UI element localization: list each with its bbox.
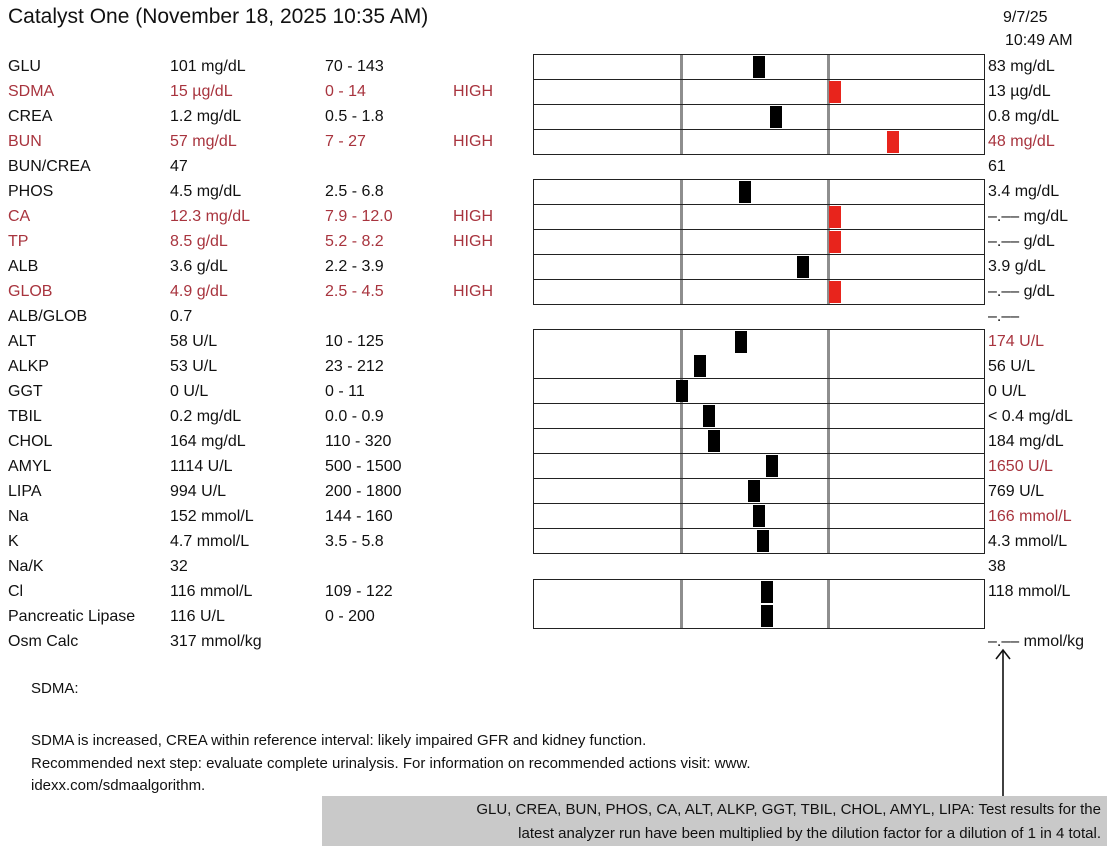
- range-boundary-line: [680, 479, 683, 503]
- result-value: 4.7 mmol/L: [170, 533, 250, 550]
- high-flag: HIGH: [453, 83, 493, 100]
- range-boundary-line: [680, 330, 683, 354]
- previous-result: 3.9 g/dL: [988, 258, 1046, 275]
- result-row: [0, 504, 1114, 529]
- reference-range: 500 - 1500: [325, 458, 402, 475]
- result-row: [0, 629, 1114, 654]
- result-marker: [761, 605, 773, 627]
- analyte-name: ALKP: [8, 358, 49, 375]
- result-value: 4.5 mg/dL: [170, 183, 242, 200]
- result-row: [0, 329, 1114, 354]
- reference-range: 2.5 - 4.5: [325, 283, 384, 300]
- range-boundary-line: [827, 180, 830, 204]
- result-row: [0, 279, 1114, 304]
- range-bar: [533, 604, 985, 629]
- analyte-name: PHOS: [8, 183, 54, 200]
- range-boundary-line: [680, 504, 683, 528]
- reference-range: 200 - 1800: [325, 483, 402, 500]
- result-value: 116 mmol/L: [170, 583, 253, 600]
- range-bar: [533, 379, 985, 404]
- range-boundary-line: [827, 429, 830, 453]
- previous-result: –.–– mmol/kg: [988, 633, 1085, 650]
- previous-result: 0 U/L: [988, 383, 1027, 400]
- reference-range: 2.2 - 3.9: [325, 258, 384, 275]
- previous-result: 13 µg/dL: [988, 83, 1051, 100]
- result-marker: [748, 480, 760, 502]
- reference-range: 0.0 - 0.9: [325, 408, 384, 425]
- sdma-note-line: Recommended next step: evaluate complete urinalysis. For information on recommended actions visit: www.: [31, 754, 751, 772]
- reference-range: 0 - 14: [325, 83, 366, 100]
- analyte-name: BUN/CREA: [8, 158, 91, 175]
- range-bar: [533, 454, 985, 479]
- previous-run-datetime: [1003, 6, 1073, 52]
- result-row: [0, 179, 1114, 204]
- result-row: [0, 429, 1114, 454]
- result-value: 12.3 mg/dL: [170, 208, 251, 225]
- analyte-name: BUN: [8, 133, 42, 150]
- result-marker: [761, 581, 773, 603]
- reference-range: 0 - 200: [325, 608, 375, 625]
- dilution-notice-line: GLU, CREA, BUN, PHOS, CA, ALT, ALKP, GGT, TBIL, CHOL, AMYL, LIPA: Test results for the: [476, 801, 1101, 818]
- result-value: 317 mmol/kg: [170, 633, 262, 650]
- analyte-name: Osm Calc: [8, 633, 79, 650]
- range-boundary-line: [827, 404, 830, 428]
- range-bar: [533, 529, 985, 554]
- range-bar: [533, 329, 985, 355]
- reference-range: 110 - 320: [325, 433, 392, 450]
- result-value: 116 U/L: [170, 608, 225, 625]
- range-boundary-line: [680, 80, 683, 104]
- result-row: [0, 254, 1114, 279]
- dilution-notice-line: latest analyzer run have been multiplied by the dilution factor for a dilution of 1 in 4 total.: [518, 825, 1101, 842]
- range-boundary-line: [680, 529, 683, 553]
- range-boundary-line: [827, 454, 830, 478]
- range-boundary-line: [827, 529, 830, 553]
- range-boundary-line: [827, 504, 830, 528]
- result-row: [0, 554, 1114, 579]
- previous-run-time: 10:49 AM: [1005, 32, 1073, 49]
- result-marker: [766, 455, 778, 477]
- result-row: [0, 229, 1114, 254]
- range-boundary-line: [680, 354, 683, 378]
- result-row: [0, 379, 1114, 404]
- high-flag: HIGH: [453, 208, 493, 225]
- range-bar: [533, 354, 985, 379]
- result-row: [0, 579, 1114, 604]
- previous-result: 166 mmol/L: [988, 508, 1072, 525]
- reference-range: 23 - 212: [325, 358, 384, 375]
- range-bar: [533, 54, 985, 80]
- result-value: 101 mg/dL: [170, 58, 246, 75]
- previous-result: 174 U/L: [988, 333, 1045, 350]
- result-marker: [829, 206, 841, 228]
- analyte-name: Na/K: [8, 558, 44, 575]
- analyte-name: Na: [8, 508, 29, 525]
- result-marker: [753, 505, 765, 527]
- result-value: 1114 U/L: [170, 458, 233, 475]
- result-marker: [757, 530, 769, 552]
- range-bar: [533, 179, 985, 205]
- previous-result: 1650 U/L: [988, 458, 1053, 475]
- result-value: 164 mg/dL: [170, 433, 246, 450]
- dilution-notice: [322, 796, 1107, 846]
- result-marker: [770, 106, 782, 128]
- range-boundary-line: [827, 55, 830, 79]
- range-boundary-line: [680, 130, 683, 154]
- previous-result: 56 U/L: [988, 358, 1036, 375]
- reference-range: 7 - 27: [325, 133, 366, 150]
- reference-range: 144 - 160: [325, 508, 393, 525]
- analyte-name: TP: [8, 233, 29, 250]
- result-value: 994 U/L: [170, 483, 227, 500]
- result-row: [0, 479, 1114, 504]
- result-row: [0, 604, 1114, 629]
- reference-range: 0 - 11: [325, 383, 365, 400]
- previous-result: 48 mg/dL: [988, 133, 1055, 150]
- range-bar: [533, 79, 985, 105]
- reference-range: 0.5 - 1.8: [325, 108, 384, 125]
- previous-result: –.–– mg/dL: [988, 208, 1069, 225]
- result-value: 8.5 g/dL: [170, 233, 228, 250]
- range-boundary-line: [680, 255, 683, 279]
- result-marker: [829, 81, 841, 103]
- result-row: [0, 54, 1114, 79]
- range-bar: [533, 204, 985, 230]
- range-bar: [533, 429, 985, 454]
- previous-result: –.–– g/dL: [988, 233, 1055, 250]
- range-boundary-line: [827, 379, 830, 403]
- analyte-name: TBIL: [8, 408, 42, 425]
- range-boundary-line: [680, 230, 683, 254]
- result-marker: [703, 405, 715, 427]
- result-value: 53 U/L: [170, 358, 218, 375]
- analyte-name: SDMA: [8, 83, 55, 100]
- result-row: [0, 104, 1114, 129]
- previous-result: 4.3 mmol/L: [988, 533, 1068, 550]
- result-value: 47: [170, 158, 188, 175]
- previous-result: < 0.4 mg/dL: [988, 408, 1073, 425]
- range-boundary-line: [680, 454, 683, 478]
- result-marker: [797, 256, 809, 278]
- range-boundary-line: [827, 479, 830, 503]
- result-marker: [694, 355, 706, 377]
- range-boundary-line: [680, 604, 683, 628]
- range-boundary-line: [827, 354, 830, 378]
- result-value: 57 mg/dL: [170, 133, 237, 150]
- previous-result: 118 mmol/L: [988, 583, 1071, 600]
- range-bar: [533, 104, 985, 130]
- analyte-name: AMYL: [8, 458, 52, 475]
- range-boundary-line: [680, 429, 683, 453]
- high-flag: HIGH: [453, 133, 493, 150]
- range-bar: [533, 229, 985, 255]
- reference-range: 109 - 122: [325, 583, 393, 600]
- previous-result: 61: [988, 158, 1006, 175]
- result-row: [0, 129, 1114, 154]
- reference-range: 70 - 143: [325, 58, 384, 75]
- result-row: [0, 204, 1114, 229]
- result-marker: [676, 380, 688, 402]
- result-marker: [829, 231, 841, 253]
- result-marker: [829, 281, 841, 303]
- range-boundary-line: [680, 280, 683, 304]
- analyte-name: K: [8, 533, 19, 550]
- result-value: 58 U/L: [170, 333, 218, 350]
- reference-range: 10 - 125: [325, 333, 384, 350]
- result-value: 0.2 mg/dL: [170, 408, 242, 425]
- range-bar: [533, 129, 985, 155]
- analyte-name: GGT: [8, 383, 43, 400]
- result-marker: [753, 56, 765, 78]
- range-boundary-line: [680, 105, 683, 129]
- range-boundary-line: [680, 580, 683, 604]
- analyte-name: LIPA: [8, 483, 42, 500]
- analyte-name: ALB: [8, 258, 39, 275]
- reference-range: 7.9 - 12.0: [325, 208, 393, 225]
- reference-range: 2.5 - 6.8: [325, 183, 384, 200]
- report-title: Catalyst One (November 18, 2025 10:35 AM): [8, 5, 429, 28]
- reference-range: 3.5 - 5.8: [325, 533, 384, 550]
- high-flag: HIGH: [453, 283, 493, 300]
- range-boundary-line: [680, 55, 683, 79]
- range-bar: [533, 479, 985, 504]
- range-bar: [533, 579, 985, 605]
- previous-result: 0.8 mg/dL: [988, 108, 1060, 125]
- result-row: [0, 454, 1114, 479]
- result-marker: [887, 131, 899, 153]
- previous-result: 3.4 mg/dL: [988, 183, 1060, 200]
- result-marker: [708, 430, 720, 452]
- previous-run-date: 9/7/25: [1003, 9, 1048, 26]
- sdma-note-heading: SDMA:: [31, 680, 79, 697]
- result-row: [0, 79, 1114, 104]
- range-boundary-line: [827, 604, 830, 628]
- range-bar: [533, 504, 985, 529]
- reference-range: 5.2 - 8.2: [325, 233, 384, 250]
- arrow-up-icon: [993, 648, 1013, 800]
- analyte-name: CREA: [8, 108, 53, 125]
- analyte-name: ALB/GLOB: [8, 308, 88, 325]
- range-bar: [533, 254, 985, 280]
- previous-result: 769 U/L: [988, 483, 1045, 500]
- result-row: [0, 404, 1114, 429]
- previous-result: 184 mg/dL: [988, 433, 1064, 450]
- range-boundary-line: [680, 180, 683, 204]
- result-row: [0, 529, 1114, 554]
- previous-result: 83 mg/dL: [988, 58, 1055, 75]
- analyte-name: ALT: [8, 333, 37, 350]
- previous-result: –.––: [988, 308, 1020, 325]
- range-boundary-line: [827, 105, 830, 129]
- range-boundary-line: [680, 205, 683, 229]
- analyte-name: CHOL: [8, 433, 53, 450]
- result-row: [0, 304, 1114, 329]
- result-row: [0, 354, 1114, 379]
- analyte-name: GLU: [8, 58, 41, 75]
- result-row: [0, 154, 1114, 179]
- range-boundary-line: [680, 404, 683, 428]
- result-value: 15 µg/dL: [170, 83, 233, 100]
- range-boundary-line: [827, 330, 830, 354]
- sdma-note-line: SDMA is increased, CREA within reference interval: likely impaired GFR and kidney function.: [31, 732, 647, 749]
- high-flag: HIGH: [453, 233, 493, 250]
- result-value: 1.2 mg/dL: [170, 108, 242, 125]
- analyte-name: GLOB: [8, 283, 53, 300]
- result-value: 0.7: [170, 308, 193, 325]
- result-value: 32: [170, 558, 188, 575]
- range-bar: [533, 279, 985, 305]
- result-value: 4.9 g/dL: [170, 283, 228, 300]
- sdma-note: [31, 730, 911, 798]
- result-marker: [739, 181, 751, 203]
- analyte-name: Cl: [8, 583, 24, 600]
- result-value: 152 mmol/L: [170, 508, 254, 525]
- result-value: 0 U/L: [170, 383, 209, 400]
- analyte-name: Pancreatic Lipase: [8, 608, 136, 625]
- range-boundary-line: [827, 255, 830, 279]
- range-boundary-line: [827, 130, 830, 154]
- previous-result: –.–– g/dL: [988, 283, 1055, 300]
- result-value: 3.6 g/dL: [170, 258, 228, 275]
- sdma-note-line: idexx.com/sdmaalgorithm.: [31, 777, 206, 794]
- result-marker: [735, 331, 747, 353]
- previous-result: 38: [988, 558, 1006, 575]
- analyte-name: CA: [8, 208, 31, 225]
- range-boundary-line: [827, 580, 830, 604]
- range-bar: [533, 404, 985, 429]
